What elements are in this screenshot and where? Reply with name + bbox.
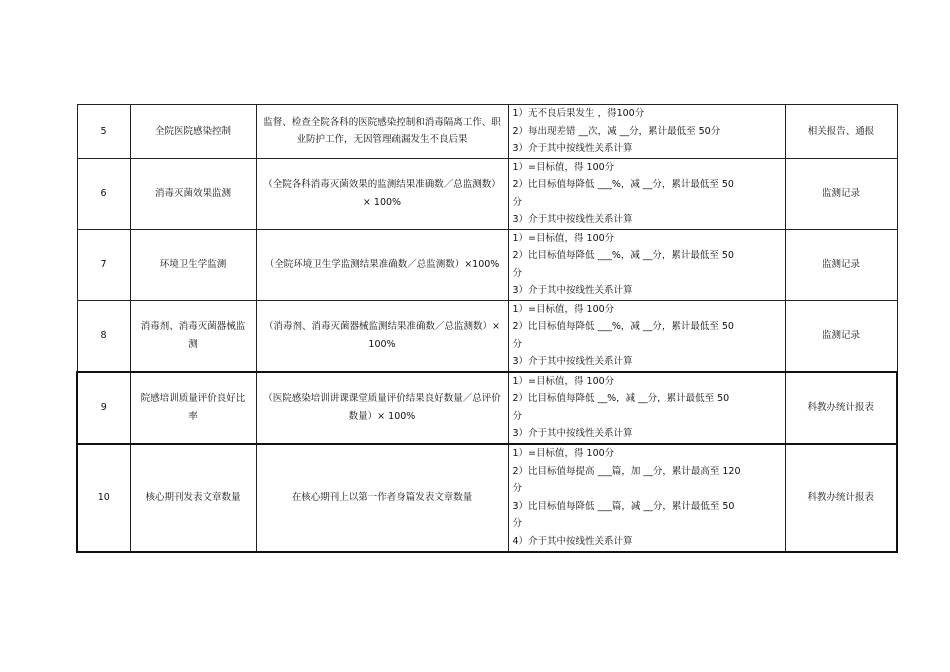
calculation-standard-cell: （医院感染培训讲课课堂质量评价结果良好数量／总评价数量）× 100% [256,372,508,444]
calculation-standard-cell: （消毒剂、消毒灭菌器械监测结果准确数／总监测数）× 100% [256,300,508,372]
row-number-cell: 8 [77,300,130,372]
scoring-rule-line: 4）介于其中按线性关系计算 [512,535,633,547]
scoring-rule-line: 1）无不良后果发生 ，得100分 [512,108,645,119]
scoring-rule-line: 1）=目标值，得 100分 [512,161,615,173]
table-row [77,158,897,229]
row-number-cell: 7 [77,229,130,300]
data-source-cell: 监测记录 [785,300,897,372]
scoring-rule-cell [508,158,785,229]
row-number-cell: 10 [77,444,130,552]
data-source-cell: 相关报告、通报 [785,105,897,159]
scoring-rule-line: 3）介于其中按线性关系计算 [512,428,633,439]
calculation-standard-cell: 监督、检查全院各科的医院感染控制和消毒隔离工作、职业防护工作，无因管理疏漏发生不良后果 [256,105,508,159]
scoring-rule-line: 分 [512,410,523,422]
scoring-rule-line: 2）比目标值每降低 ___%，减 __分，累计最低至 50 [512,321,734,332]
scoring-rule-cell [508,105,785,159]
row-number-cell: 9 [77,372,130,444]
data-source-cell: 监测记录 [785,229,897,300]
scoring-rule-cell [508,300,785,372]
indicator-name-cell: 全院医院感染控制 [130,105,256,159]
table-row [77,444,897,552]
scoring-rule-line: 3）介于其中按线性关系计算 [512,214,633,225]
indicator-name-cell: 院感培训质量评价良好比率 [130,372,256,444]
indicator-name-cell: 环境卫生学监测 [130,229,256,300]
scoring-rule-cell [508,444,785,552]
scoring-rule-line: 2）比目标值每降低 ___%，减 __分，累计最低至 50 [512,250,734,261]
scoring-rule-line: 2）比目标值每降低 __%，减 __分，累计最低至 50 [512,393,730,404]
scoring-rule-line: 3）介于其中按线性关系计算 [512,143,633,154]
table-row [77,229,897,300]
table-row [77,105,897,159]
data-source-cell: 科教办统计报表 [785,372,897,444]
scoring-rule-line: 分 [512,267,523,279]
indicator-name-cell: 核心期刊发表文章数量 [130,444,256,552]
scoring-rule-line: 2）比目标值每提高 ___篇，加 __分，累计最高至 120 [512,465,741,477]
scoring-rule-cell [508,229,785,300]
table-row [77,372,897,444]
scoring-rule-line: 2）每出现差错 __次，减 __分，累计最低至 50分 [512,125,721,137]
scoring-rule-line: 3）比目标值每降低 ___篇，减 __分，累计最低至 50 [512,500,735,512]
calculation-standard-cell: （全院环境卫生学监测结果准确数／总监测数）×100% [256,229,508,300]
data-source-cell: 科教办统计报表 [785,444,897,552]
scoring-rule-line: 分 [512,483,523,494]
scoring-rule-line: 1）=目标值，得 100分 [512,232,615,244]
scoring-rule-cell [508,372,785,444]
scoring-rule-line: 3）介于其中按线性关系计算 [512,285,633,296]
indicator-name-cell: 消毒灭菌效果监测 [130,158,256,229]
scoring-rule-line: 分 [512,338,523,350]
scoring-rule-line: 分 [512,196,523,208]
calculation-standard-cell: （全院各科消毒灭菌效果的监测结果准确数／总监测数）× 100% [256,158,508,229]
scoring-rule-line: 2）比目标值每降低 ___%，减 __分，累计最低至 50 [512,179,734,190]
scoring-rule-line: 1）=目标值，得 100分 [512,375,615,387]
scoring-rule-line: 分 [512,518,523,529]
calculation-standard-cell: 在核心期刊上以第一作者身篇发表文章数量 [256,444,508,552]
data-source-cell: 监测记录 [785,158,897,229]
indicator-table-body [77,105,897,552]
row-number-cell: 5 [77,105,130,159]
scoring-rule-line: 3）介于其中按线性关系计算 [512,356,633,367]
scoring-rule-line: 1）=目标值，得 100分 [512,448,615,459]
scoring-rule-line: 1）=目标值，得 100分 [512,303,615,315]
row-number-cell: 6 [77,158,130,229]
indicator-name-cell: 消毒剂、消毒灭菌器械监测 [130,300,256,372]
indicator-table [76,104,898,553]
table-row [77,300,897,372]
